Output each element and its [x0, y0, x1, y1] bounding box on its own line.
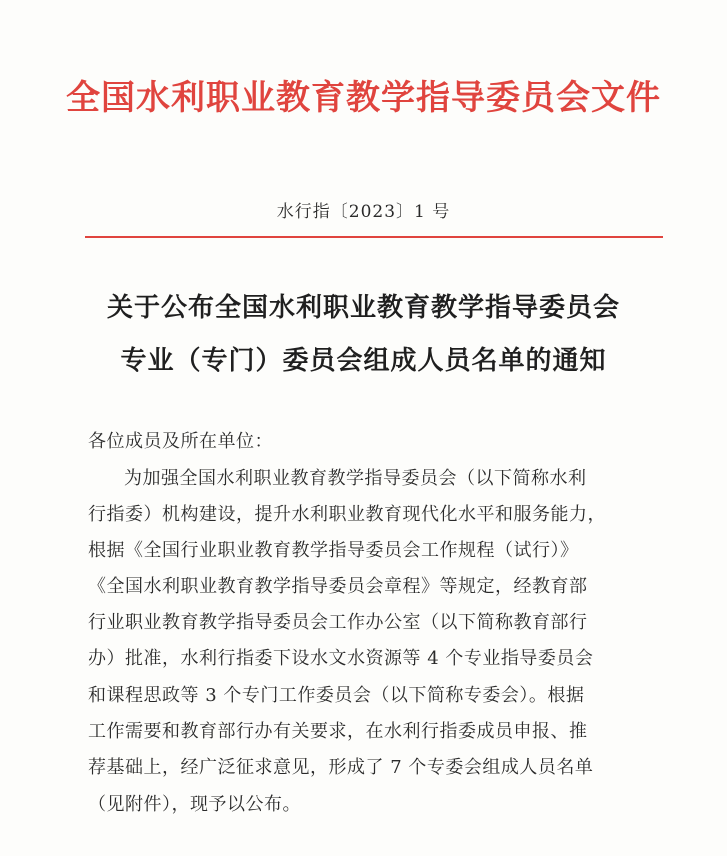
issuing-authority-header: 全国水利职业教育教学指导委员会文件 — [66, 78, 661, 118]
body-line: 工作需要和教育部行办有关要求，在水利行指委成员申报、推 — [88, 721, 588, 742]
body-line: 荐基础上，经广泛征求意见，形成了 7 个专委会组成人员名单 — [88, 757, 594, 778]
body-line: 为加强全国水利职业教育教学指导委员会（以下简称水利 — [124, 468, 587, 489]
body-line: 根据《全国行业职业教育教学指导委员会工作规程（试行）》 — [88, 540, 579, 561]
body-line: 《全国水利职业教育教学指导委员会章程》等规定，经教育部 — [88, 576, 588, 597]
body-line: 行业职业教育教学指导委员会工作办公室（以下简称教育部行 — [88, 612, 588, 633]
body-line: 行指委）机构建设，提升水利职业教育现代化水平和服务能力， — [88, 504, 606, 525]
body-line: 办）批准，水利行指委下设水文水资源等 4 个专业指导委员会 — [88, 648, 594, 669]
notice-title-line-1: 关于公布全国水利职业教育教学指导委员会 — [106, 293, 620, 323]
red-divider-line — [85, 236, 663, 238]
salutation: 各位成员及所在单位： — [88, 431, 273, 452]
body-line: （见附件），现予以公布。 — [88, 794, 301, 815]
document-number: 水行指〔2023〕1 号 — [276, 202, 451, 222]
notice-title-line-2: 专业（专门）委员会组成人员名单的通知 — [120, 346, 607, 376]
body-line: 和课程思政等 3 个专门工作委员会（以下简称专委会）。根据 — [88, 685, 585, 706]
